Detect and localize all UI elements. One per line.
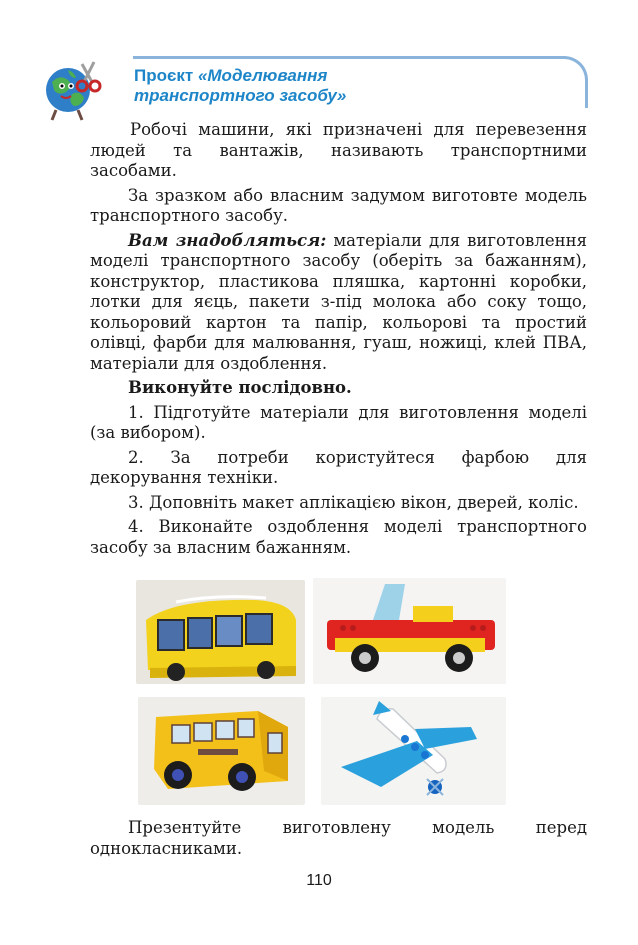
bottle-airplane-photo	[321, 697, 506, 805]
step-item: 4. Виконайте оздоблення моделі транспортного засобу за власним бажанням.	[90, 517, 587, 557]
step-item: 3. Доповніть макет аплікацією вікон, дверей, коліс.	[128, 492, 579, 512]
materials-text: матеріали для виготовлення моделі транспортного засобу (оберіть за бажанням), конструктор, пластикова пляшка, картонні коробки, лотки для яєць, пакети з-під молока або соку тощо, кольоровий картон та папір, кольорові та простий олівці, фарби для малювання, гуаш, ножиці, клей ПВА, матеріали для оздоблення.	[90, 230, 587, 373]
page-title	[134, 66, 434, 106]
materials-paragraph	[90, 231, 587, 375]
outro	[90, 818, 587, 859]
step-item: 1. Підготуйте матеріали для виготовлення моделі (за вибором).	[90, 402, 587, 442]
title-prefix: Проєкт	[134, 66, 198, 85]
materials-label: Вам знадобляться:	[128, 230, 327, 250]
intro-paragraph-1: Робочі машини, які призначені для перевезення людей та вантажів, називають транспортними засобами.	[90, 120, 587, 180]
outro-paragraph: Презентуйте виготовлену модель перед однокласниками.	[90, 818, 587, 858]
egg-tray-bus-photo	[136, 580, 305, 684]
main-text	[90, 120, 587, 562]
title-italic: «Моделювання транспортного засобу»	[134, 66, 347, 105]
page-number: 110	[306, 872, 332, 889]
cardboard-bus-photo	[138, 697, 305, 805]
globe-with-scissors-icon	[38, 52, 110, 124]
lego-car-photo	[313, 578, 506, 684]
steps-heading: Виконуйте послідовно.	[128, 378, 352, 397]
step-item: 2. За потреби користуйтеся фарбою для декорування техніки.	[90, 447, 587, 487]
intro-paragraph-2: За зразком або власним задумом виготовте модель транспортного засобу.	[90, 185, 587, 225]
